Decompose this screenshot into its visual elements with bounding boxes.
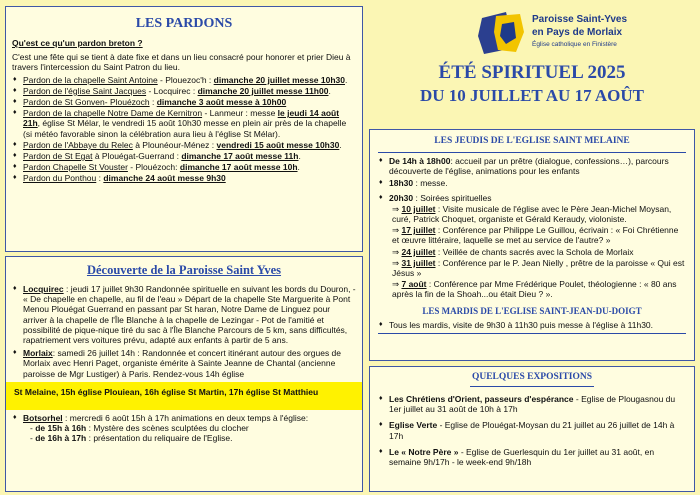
pardon-date: le jeudi 14 août 21h bbox=[23, 108, 340, 129]
logo-line2: en Pays de Morlaix bbox=[532, 27, 623, 38]
pardon-name: Pardon de l'église Saint Jacques bbox=[23, 85, 147, 96]
pardon-rest: - Plouézoch: bbox=[127, 162, 180, 173]
arrow-icon: ⇒ bbox=[392, 279, 402, 290]
list-item bbox=[12, 284, 356, 345]
expo-name: Le « Notre Père » bbox=[389, 446, 459, 457]
list-item bbox=[12, 173, 356, 183]
pardon-rest: : bbox=[96, 173, 104, 184]
divider bbox=[378, 333, 686, 334]
decouverte-place: Morlaix bbox=[23, 348, 53, 359]
list-item bbox=[12, 162, 356, 172]
decouverte-text: : mercredi 6 août 15h à 17h animations en deux temps à l'église: bbox=[62, 412, 309, 423]
list-item bbox=[392, 258, 686, 278]
expo-text: - Eglise de Guerlesquin du 1er juillet au 31 août, en semaine 9h/17h - le week-end 9h/18h bbox=[389, 446, 655, 468]
pardon-rest: : bbox=[149, 97, 157, 108]
pardon-after: . bbox=[328, 85, 331, 96]
list-item bbox=[392, 225, 686, 245]
soiree-text: : Veillée de chants sacrés avec la Schola de Morlaix bbox=[435, 246, 634, 257]
jeudis-panel bbox=[369, 129, 695, 361]
mardis-title: LES MARDIS DE L'EGLISE SAINT-JEAN-DU-DOIGT bbox=[422, 305, 642, 316]
list-item bbox=[12, 108, 356, 139]
expositions-title: QUELQUES EXPOSITIONS bbox=[471, 372, 593, 382]
pardons-list bbox=[12, 75, 356, 184]
soiree-date: 10 juillet bbox=[401, 203, 436, 214]
mardis-list bbox=[370, 316, 694, 330]
soiree-text: : Conférence par le P. Jean Nielly , prêtre de la paroisse « Qui est Jésus » bbox=[392, 257, 685, 279]
soiree-date: 7 août bbox=[401, 279, 427, 290]
list-item bbox=[12, 413, 356, 423]
expositions-panel bbox=[369, 366, 695, 492]
soiree-date: 31 juillet bbox=[401, 257, 436, 268]
ete-subtitle: DU 10 JUILLET AU 17 AOÛT bbox=[419, 86, 645, 105]
pardon-rest: à Plounéour-Ménez : bbox=[132, 139, 217, 150]
decouverte-sub bbox=[12, 423, 356, 443]
list-item bbox=[392, 279, 686, 299]
pardon-rest: - Plouezoc'h : bbox=[157, 74, 214, 85]
logo-line1: Paroisse Saint-Yves bbox=[532, 14, 628, 25]
sub-time: de 16h à 17h bbox=[35, 433, 87, 444]
sub-time: de 15h à 16h bbox=[35, 423, 87, 434]
jeudi-text: : Soirées spirituelles bbox=[413, 192, 492, 203]
pardon-date: dimanche 17 août messe 10h bbox=[179, 162, 298, 173]
mardis-text: ♦ Tous les mardis, visite de 9h30 à 11h30 puis messe à l'église à 11h30. bbox=[378, 320, 686, 330]
pardon-rest: - Locquirec : bbox=[146, 85, 198, 96]
arrow-icon: ⇒ bbox=[392, 246, 402, 257]
soiree-date: 24 juillet bbox=[401, 246, 436, 257]
decouverte-highlight: St Melaine, 15h église Plouiean, 16h église St Martin, 17h église St Matthieu bbox=[6, 382, 362, 410]
decouverte-text: : jeudi 17 juillet 9h30 Randonnée spirituelle en suivant les bords du Douron, - « De chapelle en chapelle, au fil de l'eau » Départ de la chapelle Ste Marguerite à Pont Menou Plouégat Guerrand en passant par St haran, Notre Dame de Linguez pour arriver à la chapelle de l'Île Blanche à la chapelle de Lezingar - Pot de l'amitié et possibilité de pique-nique tiré du sac à l'Île Blanche Parcours de 5 km, sans difficultés, rapatriement vers voitures prévu, adapté aux enfants à partir de 5 ans. bbox=[23, 284, 356, 346]
divider bbox=[378, 152, 686, 153]
arrow-icon: ⇒ bbox=[392, 257, 402, 268]
expo-text: - Eglise de Plouégat-Moysan du 21 juillet au 26 juillet de 14h à 17h bbox=[389, 420, 675, 441]
list-item bbox=[378, 447, 686, 467]
list-item bbox=[12, 97, 356, 107]
jeudi-lead: 20h30 bbox=[389, 192, 414, 203]
list-item bbox=[378, 156, 686, 176]
arrow-icon: ⇒ bbox=[392, 225, 402, 236]
decouverte-place: Botsorhel bbox=[23, 412, 63, 423]
soirees-list bbox=[378, 204, 686, 300]
pardon-rest: - Lanmeur : messe bbox=[202, 108, 278, 119]
list-item bbox=[12, 348, 356, 379]
pardon-date: dimanche 20 juillet messe 11h00 bbox=[197, 85, 329, 96]
expo-name: Eglise Verte bbox=[389, 420, 438, 431]
decouverte-place: Locquirec bbox=[23, 284, 64, 294]
pardon-date: dimanche 3 août messe à 10h00 bbox=[156, 97, 287, 108]
jeudis-list bbox=[378, 156, 686, 203]
expo-name: Les Chrétiens d'Orient, passeurs d'espérance bbox=[389, 394, 574, 404]
list-item: - de 16h à 17h : présentation du reliquaire de l'Eglise. bbox=[30, 433, 233, 444]
ete-title: ÉTÉ SPIRITUEL 2025 bbox=[438, 62, 626, 83]
arrow-icon: ⇒ bbox=[392, 203, 402, 214]
pardons-panel bbox=[5, 6, 363, 252]
pardon-name: Pardon de la chapelle Saint Antoine bbox=[23, 74, 158, 85]
soiree-text: : Conférence par Mme Frédérique Poulet, théologienne : « 80 ans après la fin de la Shoah...ou était Dieu ? ». bbox=[392, 279, 677, 300]
pardons-question: Qu'est ce qu'un pardon breton ? bbox=[12, 38, 143, 48]
pardon-name: Pardon de St Gonven- Plouézoch bbox=[23, 97, 150, 108]
list-item bbox=[392, 247, 686, 257]
list-item bbox=[392, 204, 686, 224]
logo-icon bbox=[476, 10, 528, 56]
pardon-date: dimanche 24 août messe 9h30 bbox=[103, 173, 226, 184]
pardon-after: , église St Mélar, le vendredi 15 août 10h30 messe en plein air près de la chapelle (si météo favorable sinon la célébration aura lieu à l'église St Mélar). bbox=[23, 118, 347, 139]
list-item bbox=[12, 151, 356, 161]
list-item bbox=[12, 140, 356, 150]
list-item bbox=[12, 75, 356, 85]
list-item bbox=[378, 193, 686, 203]
soiree-text: : Visite musicale de l'église avec le Père Jean-Michel Moysan, curé, Patrick Choquet, organiste et Gérald Keraudy, violoniste. bbox=[392, 203, 672, 225]
sub-text: : Mystère des scènes sculptées du clocher bbox=[86, 423, 249, 434]
soiree-date: 17 juillet bbox=[401, 225, 436, 236]
jeudis-title: LES JEUDIS DE L'EGLISE SAINT MELAINE bbox=[434, 136, 630, 146]
jeudi-lead: De 14h à 18h00 bbox=[389, 156, 451, 166]
pardon-name: Pardon de St Egat bbox=[23, 151, 93, 162]
decouverte-title: Découverte de la Paroisse Saint Yves bbox=[86, 263, 282, 277]
jeudi-text: : messe. bbox=[413, 178, 448, 189]
pardons-title: LES PARDONS bbox=[135, 16, 233, 31]
sub-text: : présentation du reliquaire de l'Eglise. bbox=[86, 433, 233, 444]
pardon-name: Pardon du Ponthou bbox=[23, 173, 97, 184]
list-item bbox=[378, 178, 686, 188]
decouverte-list-2 bbox=[12, 413, 356, 423]
expositions-list bbox=[370, 382, 694, 467]
pardon-name: Pardon de l'Abbaye du Relec bbox=[23, 139, 133, 150]
list-item bbox=[12, 86, 356, 96]
pardon-rest: à Plouégat-Guerrand : bbox=[92, 151, 182, 162]
pardon-after: . bbox=[345, 74, 348, 85]
jeudi-lead: 18h30 bbox=[389, 178, 414, 189]
list-item: - de 15h à 16h : Mystère des scènes sculptées du clocher bbox=[30, 423, 249, 434]
pardon-date: vendredi 15 août messe 10h30 bbox=[216, 139, 340, 150]
list-item bbox=[378, 394, 686, 414]
logo bbox=[476, 8, 696, 60]
decouverte-list bbox=[12, 284, 356, 379]
decouverte-panel bbox=[5, 256, 363, 492]
pardon-name: Pardon Chapelle St Vouster bbox=[23, 162, 128, 173]
soiree-text: : Conférence par Philippe Le Guillou, écrivain : « Foi Chrétienne et œuvre littéraire, laquelle se met au service de l'autre? » bbox=[392, 225, 679, 246]
pardon-date: dimanche 17 août messe 11h bbox=[181, 151, 299, 162]
list-item bbox=[378, 420, 686, 440]
pardon-after: . bbox=[297, 162, 300, 173]
expo-text: - Eglise de Plougasnou du 1er juillet au 31 août de 10h à 17h bbox=[389, 394, 676, 415]
jeudi-text: : accueil par un prêtre (dialogue, confessions…), parcours découverte de l'église, animations pour les enfants bbox=[389, 156, 669, 177]
pardons-intro: C'est une fête qui se tient à date fixe et dans un lieu consacré pour honorer et prier Dieu à travers l'intercession du Saint Patron du lieu. bbox=[12, 52, 351, 73]
pardon-after: . bbox=[339, 139, 342, 150]
pardon-after: . bbox=[298, 151, 301, 162]
divider bbox=[470, 386, 594, 387]
decouverte-text: : samedi 26 juillet 14h : Randonnée et concert itinérant autour des orgues de Morlaix avec Henri Paget, organiste émérite à Sainte Jeanne de Chantal (ancienne paroisse de Mgr Lustiger) à Paris. Rendez-vous 14h église bbox=[23, 348, 342, 379]
pardon-date: dimanche 20 juillet messe 10h30 bbox=[213, 74, 345, 85]
pardon-name: Pardon de la chapelle Notre Dame de Kernitron bbox=[23, 108, 203, 119]
logo-line3: Église catholique en Finistère bbox=[532, 41, 617, 48]
